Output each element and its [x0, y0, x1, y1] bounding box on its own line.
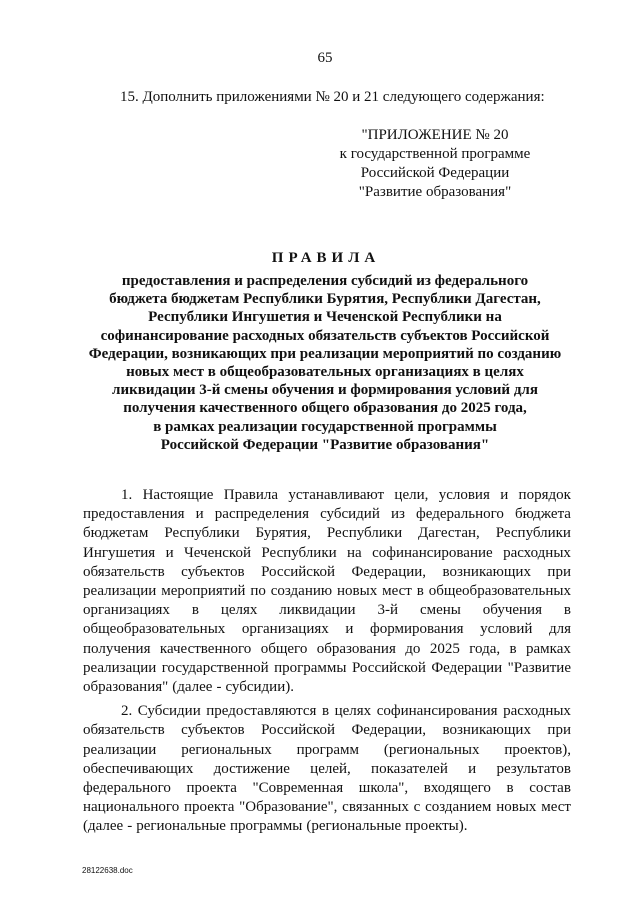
paragraph-line: 2. Субсидии предоставляются в целях софинансирования расходных: [121, 703, 571, 720]
page-number: 65: [317, 50, 333, 66]
appendix-title: "ПРИЛОЖЕНИЕ № 20: [361, 127, 509, 143]
paragraph-line: (далее - региональные программы (региональные проекты).: [83, 818, 468, 835]
paragraph-line: обеспечивающих достижение целей, показателей и результатов: [83, 760, 571, 777]
paragraph-line: общеобразовательных организациях и формирования условий для: [83, 621, 571, 638]
paragraph-line: обязательств субъектов Российской Федерации, возникающих при: [83, 563, 571, 580]
subtitle-line: софинансирование расходных обязательств субъектов Российской: [100, 327, 550, 344]
subtitle-line: Республики Ингушетия и Чеченской Республики на: [148, 309, 502, 326]
document-id: 28122638.doc: [82, 866, 133, 875]
paragraph-line: реализации мероприятий по созданию новых мест в общеобразовательных: [83, 583, 571, 600]
subtitle-line: бюджета бюджетам Республики Бурятия, Республики Дагестан,: [109, 291, 541, 308]
paragraph-line: организациях в целях ликвидации 3-й смены обучения в: [83, 602, 571, 619]
rules-title: ПРАВИЛА: [271, 250, 381, 266]
appendix-line: к государственной программе: [339, 146, 531, 162]
paragraph-line: 1. Настоящие Правила устанавливают цели, условия и порядок: [121, 487, 571, 503]
subtitle-line: ликвидации 3-й смены обучения и формирования условий для: [112, 382, 538, 399]
paragraph: [83, 486, 571, 697]
paragraph-line: реализации государственной программы Российской Федерации "Развитие: [83, 659, 571, 676]
paragraph: [83, 702, 571, 836]
subtitle-line: получения качественного общего образования до 2025 года,: [123, 400, 527, 417]
paragraph-line: бюджетам Республики Бурятия, Республики Дагестан, Республики: [83, 525, 571, 542]
paragraph-line: предоставления и распределения субсидий из федерального бюджета: [83, 506, 571, 523]
paragraph-line: обязательств субъектов Российской Федерации, возникающих при: [83, 722, 571, 739]
body-text: [83, 486, 571, 842]
paragraph-line: реализации региональных программ (региональных проектов),: [83, 741, 571, 758]
appendix-header: [330, 126, 540, 202]
paragraph-line: образования" (далее - субсидии).: [83, 679, 294, 696]
subtitle-line: новых мест в общеобразовательных организациях в целях: [126, 364, 524, 381]
paragraph-line: федерального проекта "Современная школа", входящего в состав: [83, 780, 571, 797]
rules-subtitle: [80, 272, 570, 454]
amendment-intro: 15. Дополнить приложениями № 20 и 21 следующего содержания:: [120, 89, 545, 105]
paragraph-line: получения качественного общего образования до 2025 года, в рамках: [83, 640, 571, 657]
subtitle-line: Федерации, возникающих при реализации мероприятий по созданию: [88, 345, 562, 362]
subtitle-line: Российской Федерации "Развитие образования": [160, 436, 490, 453]
appendix-line: Российской Федерации: [360, 165, 510, 181]
subtitle-line: предоставления и распределения субсидий из федерального: [121, 273, 529, 289]
appendix-line: "Развитие образования": [358, 184, 512, 200]
paragraph-line: Ингушетия и Чеченской Республики на софинансирование расходных: [83, 544, 571, 561]
subtitle-line: в рамках реализации государственной программы: [153, 418, 497, 435]
paragraph-line: национального проекта "Образование", связанных с созданием новых мест: [83, 799, 571, 816]
